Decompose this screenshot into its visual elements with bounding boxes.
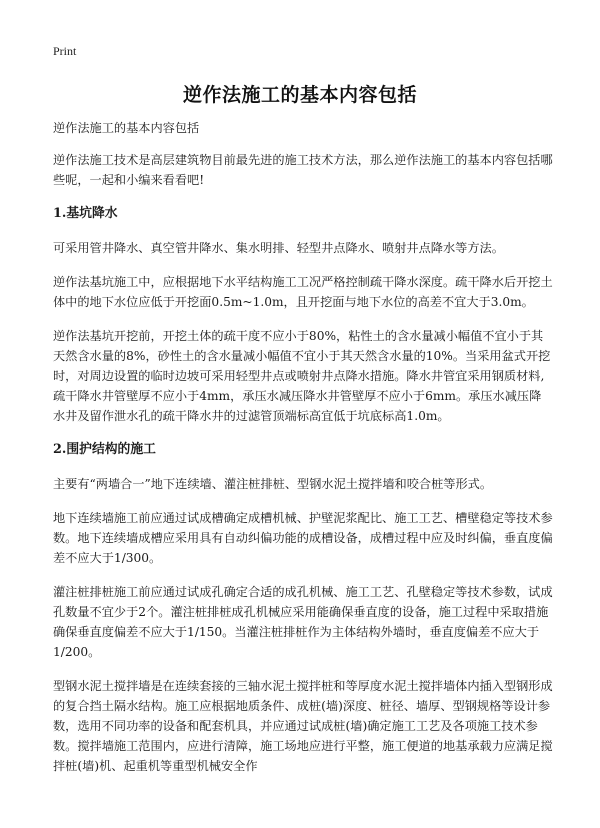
paragraph: 逆作法基坑施工中，应根据地下水平结构施工工况严格控制疏干降水深度。疏干降水后开挖土体中的地下水位应低于开挖面0.5m~1.0m，且开挖面与地下水位的高差不宜大于3.0m。 — [53, 275, 553, 309]
paragraph: 主要有“两墙合一”地下连续墙、灌注桩排桩、型钢水泥土搅拌墙和咬合桩等形式。 — [53, 477, 493, 491]
intro-paragraph: 逆作法施工技术是高层建筑物目前最先进的施工技术方法，那么逆作法施工的基本内容包括哪些呢，一起和小编来看看吧! — [53, 153, 553, 187]
paragraph: 逆作法基坑开挖前，开挖土体的疏干度不应小于80%，粘性土的含水量减小幅值不宜小于其天然含水量的8%，砂性土的含水量减小幅值不宜小于其天然含水量的10%。当采用盆式开挖时，对周边设置的临时边坡可采用轻型井点或喷射井点降水措施。降水井管宜采用钢质材料,疏干降水井管壁厚不应小于4mm，承压水减压降水井管壁厚不应小于6mm。承压水减压降水井及留作泄水孔的疏干降水井的过滤管顶端标高宜低于坑底标高1.0m。 — [53, 329, 551, 423]
page-title: 逆作法施工的基本内容包括 — [182, 84, 417, 106]
paragraph: 可采用管井降水、真空管井降水、集水明排、轻型井点降水、喷射井点降水等方法。 — [53, 241, 504, 255]
print-link[interactable]: Print — [53, 44, 77, 58]
paragraph: 型钢水泥土搅拌墙是在连续套接的三轴水泥土搅拌桩和等厚度水泥土搅拌墙体内插入型钢形成的复合挡土隔水结构。施工应根据地质条件、成桩(墙)深度、桩径、墙厚、型钢规格等设计参数，选用不同功率的设备和配套机具，并应通过试成桩(墙)确定施工工艺及各项施工技术参数。搅拌墙施工范围内，应进行清障，施工场地应进行平整，施工便道的地基承载力应满足搅拌桩(墙)机、起重机等重型机械安全作 — [53, 679, 553, 773]
article-subtitle: 逆作法施工的基本内容包括 — [53, 121, 200, 135]
paragraph: 地下连续墙施工前应通过试成槽确定成槽机械、护壁泥浆配比、施工工艺、槽壁稳定等技术参数。地下连续墙成槽应采用具有自动纠偏功能的成槽设备，成槽过程中应及时纠偏，垂直度偏差不应大于1/300。 — [53, 511, 553, 565]
article-body — [53, 118, 553, 790]
section-heading-retaining-structure: 2.围护结构的施工 — [53, 442, 156, 457]
paragraph: 灌注桩排桩施工前应通过试成孔确定合适的成孔机械、施工工艺、孔壁稳定等技术参数，试成孔数量不宜少于2个。灌注桩排桩成孔机械应采用能确保垂直度的设备，施工过程中采取措施确保垂直度偏差不应大于1/150。当灌注桩排桩作为主体结构外墙时，垂直度偏差不应大于1/200。 — [53, 585, 553, 659]
section-heading-dewatering: 1.基坑降水 — [53, 206, 118, 221]
